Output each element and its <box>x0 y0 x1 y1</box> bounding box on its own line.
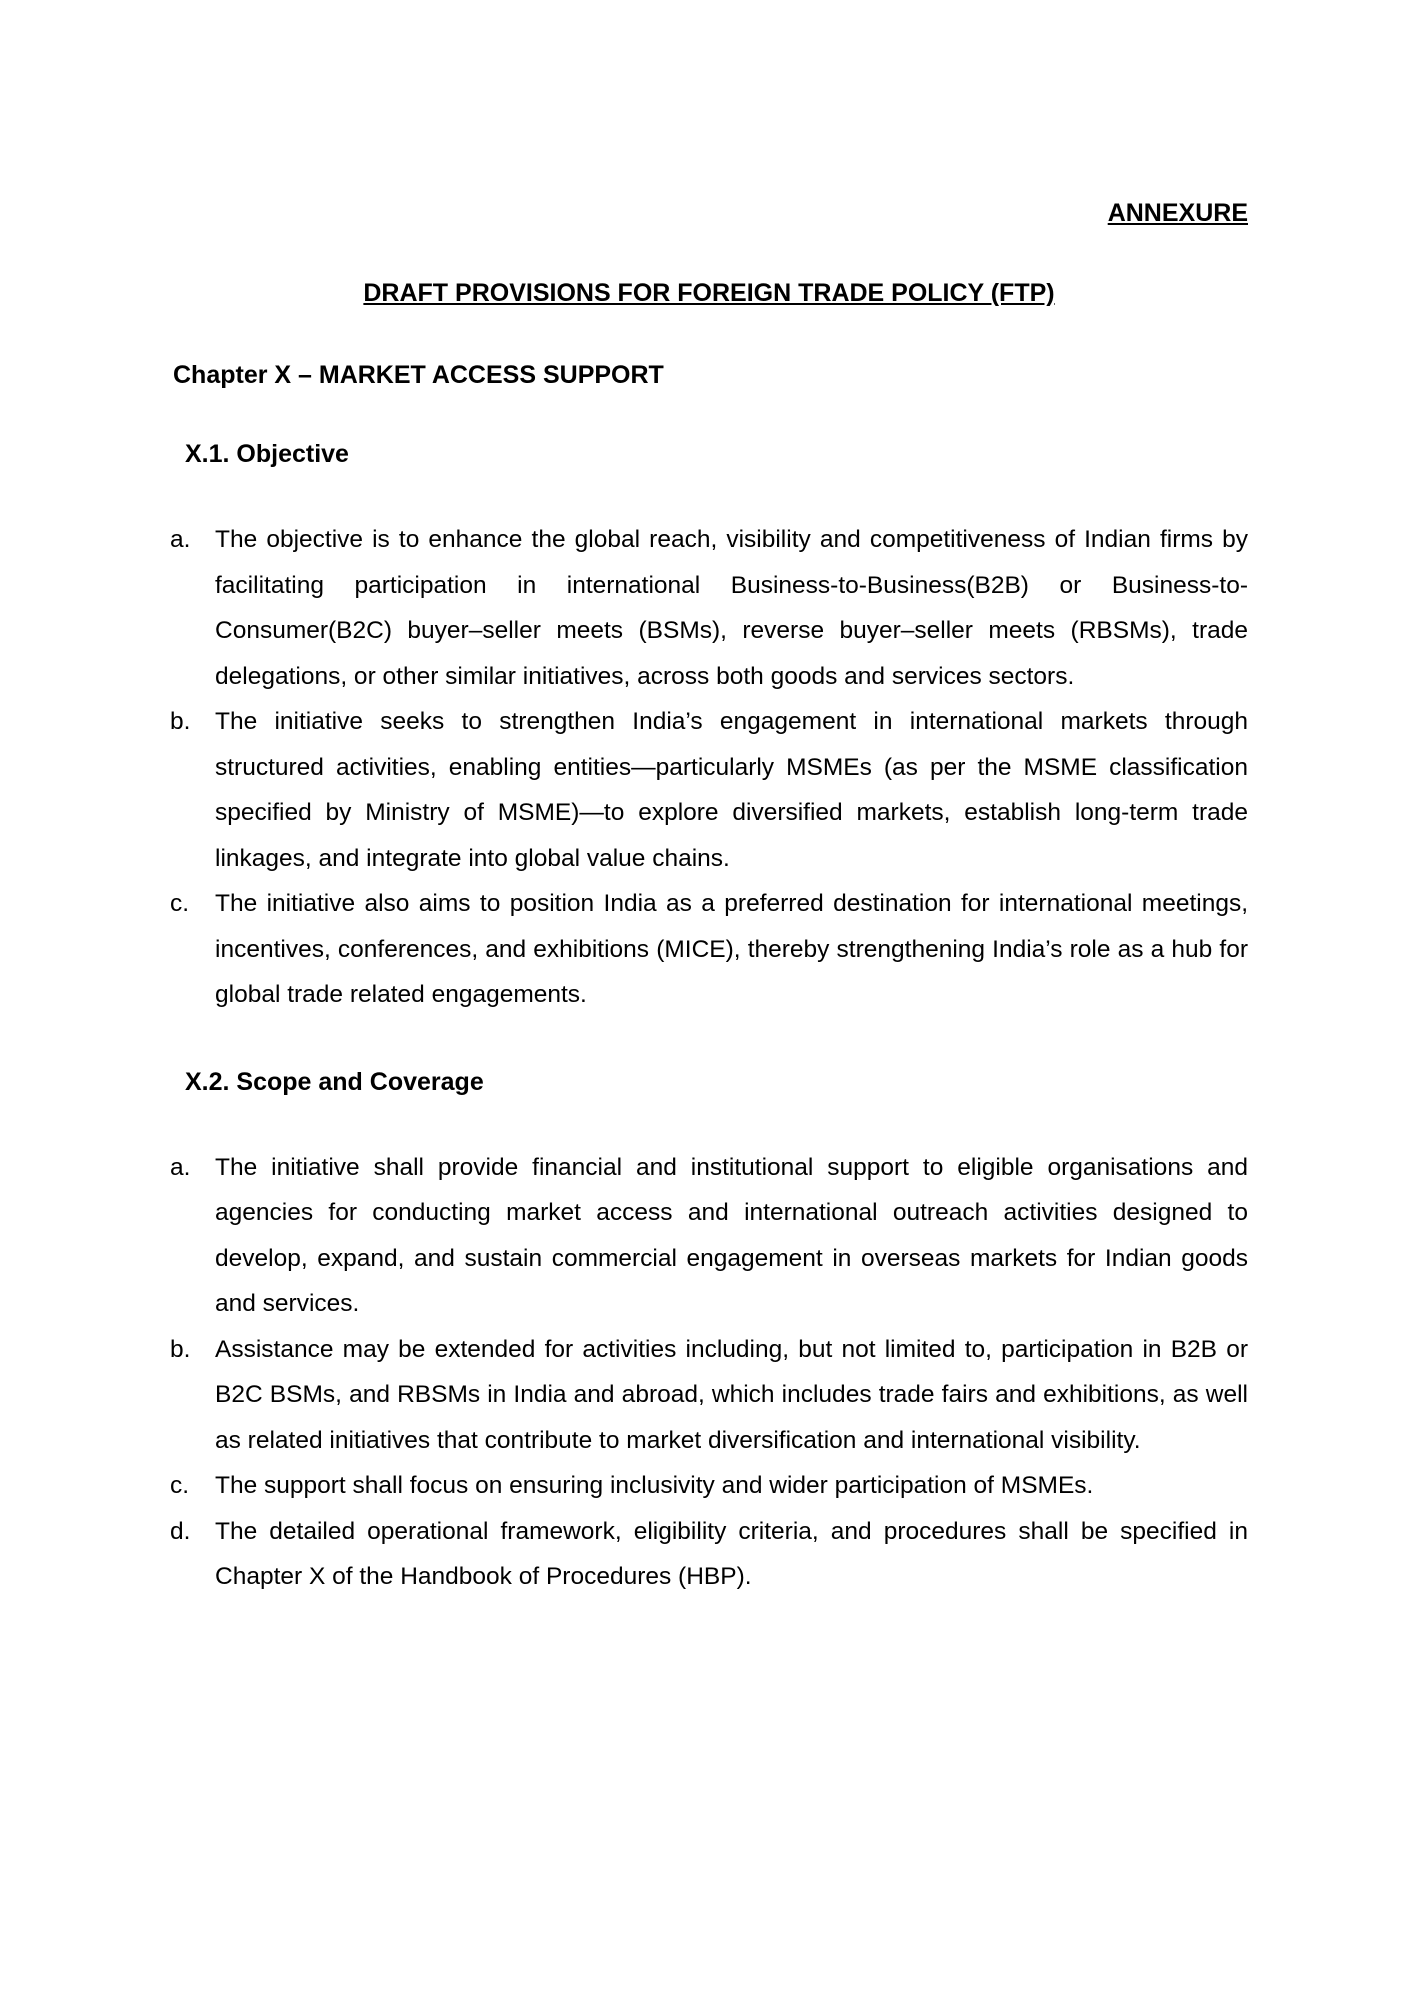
list-item-marker: c. <box>170 890 190 917</box>
list-item <box>170 1145 1248 1327</box>
list-item-text: The detailed operational framework, eligibility criteria, and procedures shall be specified in Chapter X of the Handbook of Procedures (HBP). <box>215 1517 1248 1590</box>
list-item-text: Assistance may be extended for activities including, but not limited to, participation in B2B or B2C BSMs, and RBSMs in India and abroad, which includes trade fairs and exhibitions, as well as related initiatives that contribute to market diversification and international visibility. <box>215 1335 1248 1454</box>
list-item-marker: a. <box>170 1153 191 1181</box>
chapter-heading: Chapter X – MARKET ACCESS SUPPORT <box>173 361 664 389</box>
list-item <box>170 1327 1248 1464</box>
list-item-text: The support shall focus on ensuring inclusivity and wider participation of MSMEs. <box>215 1472 1094 1499</box>
scope-item-list <box>170 1145 1248 1600</box>
list-item-marker: c. <box>170 1472 190 1499</box>
list-item <box>170 881 1248 1018</box>
list-item-marker: b. <box>170 708 191 735</box>
section-heading-scope-and-coverage: X.2. Scope and Coverage <box>185 1067 484 1096</box>
list-item-text: The objective is to enhance the global reach, visibility and competitiveness of Indian firms by facilitating participation in international Business-to-Business(B2B) or Business-to-Consumer(B2C) buyer–seller meets (BSMs), reverse buyer–seller meets (RBSMs), trade delegations, or other similar initiatives, across both goods and services sectors. <box>215 526 1248 690</box>
list-item-text: The initiative shall provide financial and institutional support to eligible organisations and agencies for conducting market access and international outreach activities designed to develop, expand, and sustain commercial engagement in overseas markets for Indian goods and services. <box>215 1153 1248 1317</box>
document-title: DRAFT PROVISIONS FOR FOREIGN TRADE POLICY (FTP) <box>363 279 1055 307</box>
list-item-marker: b. <box>170 1335 191 1363</box>
list-item <box>170 1509 1248 1600</box>
list-item <box>170 699 1248 881</box>
list-item-marker: a. <box>170 526 191 553</box>
annexure-heading: ANNEXURE <box>1107 199 1248 227</box>
list-item <box>170 517 1248 699</box>
list-item-text: The initiative also aims to position India as a preferred destination for international meetings, incentives, conferences, and exhibitions (MICE), thereby strengthening India’s role as a hub for global trade related engagements. <box>215 890 1248 1008</box>
list-item-marker: d. <box>170 1517 191 1545</box>
list-item <box>170 1463 1248 1509</box>
list-item-text: The initiative seeks to strengthen India’s engagement in international markets through structured activities, enabling entities—particularly MSMEs (as per the MSME classification specified by Ministry of MSME)—to explore diversified markets, establish long-term trade linkages, and integrate into global value chains. <box>215 708 1248 872</box>
section-heading-objective: X.1. Objective <box>185 440 349 468</box>
objective-item-list <box>170 517 1248 1018</box>
